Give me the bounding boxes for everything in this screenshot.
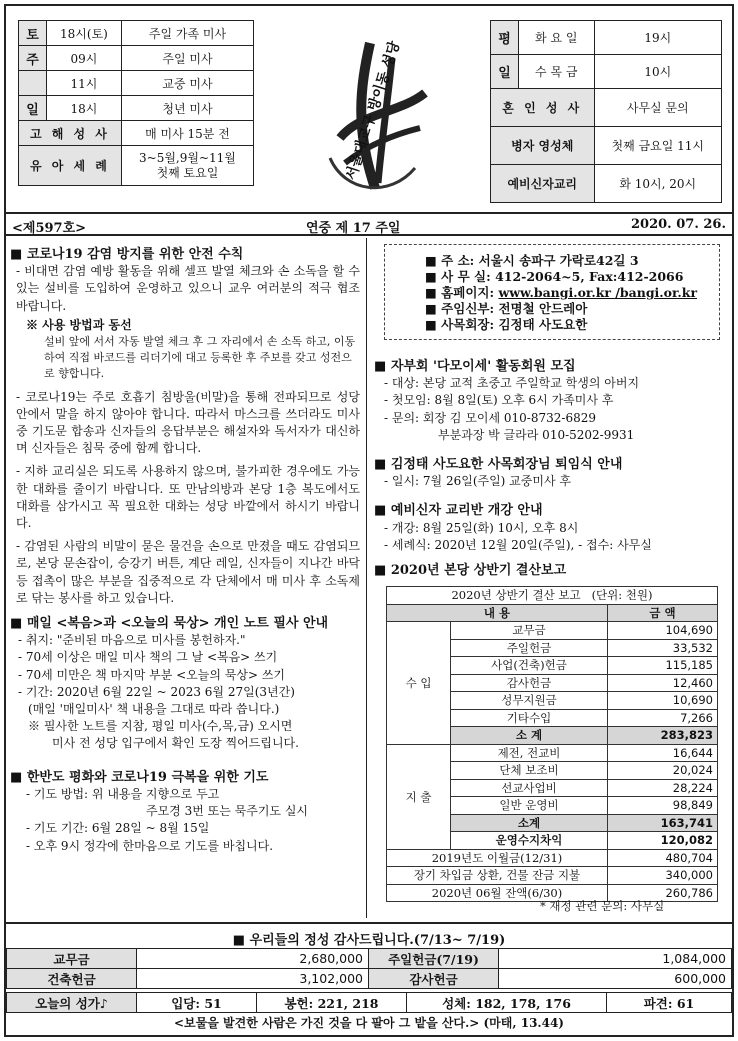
item-value: 20,024 [608,762,718,780]
section-fathers-club: ■ 자부회 '다모이세' 활동회원 모집 [374,359,576,374]
offering-label: 감사헌금 [369,969,499,989]
sick-value: 첫째 금요일 11시 [594,127,722,165]
section-title: 코로나19 감염 방지를 위한 안전 수칙 [26,247,244,262]
note-text: 설비 앞에 서서 자동 발열 체크 후 그 자리에서 손 소독 하고, 이동하여 직접 바코드를 리더기에 대고 등록한 후 주보를 갖고 성전으로 향합니다. [44,335,356,381]
line: (매일 '매일미사' 책 내용을 그대로 따라 씁니다.) [28,702,280,717]
line: - 오후 9시 정각에 한마음으로 기도를 바칩니다. [26,838,274,853]
item-name: 단체 보조비 [451,762,608,780]
item-name: 감사헌금 [451,674,608,692]
offerings-title: ■ 우리들의 정성 감사드립니다.(7/13~ 7/19) [6,922,732,948]
weekday-time: 10시 [594,55,722,89]
weekday-days: 수 목 금 [519,55,595,89]
paragraph: - 코로나19는 주로 호흡기 침방울(비말)을 통해 전파되므로 성당 안에서 말을 하지 않아야 합니다. 따라서 마스크를 쓰더라도 미사 중 기도문 합송과 신자들의 응답부분은 해설자와 독서자가 대신하며 신자들은 침묵 중에 함께 합니다. [16,389,360,456]
finance-note: * 재정 관련 문의: 사무실 [540,899,665,913]
item-name: 제전, 전교비 [451,744,608,762]
section-catechism: ■ 예비신자 교리반 개강 안내 [374,503,543,519]
item-value: 7,266 [608,709,718,727]
section-title: 김정태 사도요한 사목회장님 퇴임식 안내 [390,457,623,473]
label: 홈페이지: [441,285,495,300]
baptism-months: 3~5월,9월~11월 [139,150,236,165]
line: - 기도 방법: 위 내용을 지향으로 두고 [26,786,220,801]
baptism-day: 첫째 토요일 [156,165,219,180]
income-label: 수 입 [387,622,451,745]
baptism-label: 유 아 세 례 [19,146,122,186]
line: - 개강: 8월 25일(화) 10시, 오후 8시 [384,520,579,535]
mass-cell: 주일 가족 미사 [121,21,253,46]
wedding-label: 혼 인 성 사 [491,89,595,127]
item-value: 16,644 [608,744,718,762]
confession-label: 고 해 성 사 [19,121,122,146]
catechumen-value: 화 10시, 20시 [594,165,722,203]
offering-value: 600,000 [499,969,732,989]
logo-text: 서울대교구 방이동 성당 [343,39,404,183]
line: 부분과장 박 글라라 010-5202-9931 [438,427,635,442]
line: 주모경 3번 또는 묵주기도 실시 [146,804,308,819]
left-column [10,246,360,855]
mass-cell: 청년 미사 [121,96,253,121]
item-name: 선교사업비 [451,779,608,797]
liturgical-week: 연중 제 17 주일 [306,221,401,236]
carry-label: 2019년도 이월금(12/31) [387,849,608,867]
time-cell: 18시(토) [47,21,122,46]
parish-info-box [384,244,720,340]
line: ※ 필사한 노트를 지참, 평일 미사(수,목,금) 오시면 [28,719,293,734]
mass-cell: 교중 미사 [121,71,253,96]
office-row: ■ 사 무 실: 412-2064~5, Fax:412-2066 [425,269,684,284]
loan-value: 340,000 [608,867,718,885]
value: 서울시 송파구 가락로42길 3 [478,253,639,268]
mass-schedule-right [490,20,722,203]
item-name: 일반 운영비 [451,797,608,815]
baptism-value [121,146,253,186]
line: - 기도 기간: 6월 28일 ~ 8월 15일 [26,821,210,836]
line: 미사 전 성당 입구에서 확인 도장 찍어드립니다. [52,736,299,751]
label: 주 소: [441,253,475,268]
expense-label: 지 출 [387,744,451,849]
item-value: 10,690 [608,692,718,710]
hymn-entrance: 입당: 51 [137,993,257,1013]
section-gospel-notes: ■ 매일 <복음>과 <오늘의 묵상> 개인 노트 필사 안내 [10,616,329,632]
offering-label: 주일헌금(7/19) [369,949,499,969]
paragraph: - 지하 교리실은 되도록 사용하지 않으며, 불가피한 경우에도 가능한 대화를 줄이기 바랍니다. 또 만남의방과 본당 1층 복도에서도 대화를 삼가시고 꼭 필요한 대화는 성당 바깥에서 하시기 바랍니다. [16,464,360,531]
item-name: 교무금 [451,622,608,640]
section-title: 자부회 '다모이세' 활동회원 모집 [390,359,576,374]
scripture-quote: <보물을 발견한 사람은 가진 것을 다 팔아 그 밭을 산다.> (마태, 13.44) [174,1016,564,1030]
expense-total-label: 소계 [451,814,608,832]
time-cell: 18시 [47,96,122,121]
offering-label: 건축헌금 [7,969,137,989]
line: - 취지: "준비된 마음으로 미사를 봉헌하자." [18,633,246,648]
section-title: 한반도 평화와 코로나19 극복을 위한 기도 [26,769,269,785]
catechumen-label: 예비신자교리 [491,165,595,203]
weekday-label-2: 일 [491,55,519,89]
loan-label: 장기 차입금 상환, 건물 잔금 지불 [387,867,608,885]
offering-value: 1,084,000 [499,949,732,969]
carry-value: 480,704 [608,849,718,867]
weekday-label-1: 평 [491,21,519,55]
weekday-time: 19시 [594,21,722,55]
finance-caption-row [387,587,718,605]
section-prayer: ■ 한반도 평화와 코로나19 극복을 위한 기도 [10,769,269,785]
value: 전명철 안드레아 [498,301,588,316]
col-item: 내 용 [387,604,608,622]
finance-table [386,586,718,902]
mass-cell: 주일 미사 [121,46,253,71]
section-title: 2020년 본당 상반기 결산보고 [390,563,567,579]
section-retirement: ■ 김정태 사도요한 사목회장님 퇴임식 안내 [374,457,623,473]
offerings-table [6,948,732,989]
paragraph: - 감염된 사람의 비말이 묻은 물건을 손으로 만졌을 때도 감염되므로, 본당 문손잡이, 승강기 버튼, 계단 레일, 신자들이 지나간 바닥 등 접촉이 많은 부분을 집중적으로 각 단체에서 매 미사 후 소독제로 닦는 봉사를 하고 있습니다. [16,539,360,605]
section-finance: ■ 2020년 본당 상반기 결산보고 [374,563,567,579]
hymn-communion: 성체: 182, 178, 176 [407,993,607,1013]
pastor-row: ■ 주임신부: 전명철 안드레아 [425,301,588,316]
income-total: 283,823 [608,727,718,745]
item-value: 104,690 [608,622,718,640]
balance-label: 운영수지차익 [451,832,608,850]
issue-date: 2020. 07. 26. [631,217,726,232]
hymns-label: 오늘의 성가♪ [7,993,137,1013]
catechism-lines [374,520,728,554]
line: - 문의: 회장 김 모이세 010-8732-6829 [384,410,596,425]
line: - 일시: 7월 26일(주일) 교중미사 후 [384,474,571,489]
column-divider [366,238,367,918]
note-title: ※ 사용 방법과 동선 [26,317,132,332]
item-value: 98,849 [608,797,718,815]
label: 사 무 실: [441,269,491,284]
item-name: 사업(건축)헌금 [451,657,608,675]
gospel-lines [10,632,360,752]
website-link[interactable]: www.bangi.or.kr /bangi.or.kr [498,285,698,300]
item-name: 주일헌금 [451,639,608,657]
end-balance-label: 2020년 06월 잔액(6/30) [387,884,608,902]
paragraph: - 비대면 감염 예방 활동을 위해 셀프 발열 체크와 손 소독을 할 수 있는 설비를 도입하여 운영하고 있으니 교우 여러분의 적극 협조 바랍니다. [16,264,360,313]
offerings-title-text: 우리들의 정성 감사드립니다.(7/13~ 7/19) [249,933,506,948]
weekday-days: 화 요 일 [519,21,595,55]
balance-value: 120,082 [608,832,718,850]
label: 주임신부: [441,301,495,316]
section-covid-safety: ■ 코로나19 감염 방지를 위한 안전 수칙 [10,247,244,262]
chair-row: ■ 사목회장: 김정태 사도요한 [425,317,588,332]
line: - 70세 이상은 매일 미사 책의 그 날 <복음> 쓰기 [18,650,278,665]
value: 김정태 사도요한 [498,317,588,332]
item-value: 12,460 [608,674,718,692]
unit: (단위: 천원) [591,588,653,603]
expense-total: 163,741 [608,814,718,832]
caption: 2020년 상반기 결산 보고 [451,588,581,603]
parish-logo [300,18,450,208]
address-row: ■ 주 소: 서울시 송파구 가락로42길 3 [425,253,639,268]
col-amount: 금 액 [608,604,718,622]
item-name: 성무지원금 [451,692,608,710]
label: 사목회장: [441,317,495,332]
line: - 첫모임: 8월 8일(토) 오후 6시 가족미사 후 [384,393,614,408]
value: 412-2064~5, Fax:412-2066 [495,269,684,284]
offering-value: 3,102,000 [137,969,369,989]
income-total-label: 소 계 [451,727,608,745]
hymn-recessional: 파견: 61 [607,993,732,1013]
line: - 기간: 2020년 6월 22일 ~ 2023 6월 27일(3년간) [18,684,295,699]
time-cell: 09시 [47,46,122,71]
line: - 대상: 본당 교적 초중고 주일학교 학생의 아버지 [384,376,640,391]
section-title: 예비신자 교리반 개강 안내 [390,503,543,519]
item-value: 33,532 [608,639,718,657]
wedding-value: 사무실 문의 [594,89,722,127]
sick-label: 병자 영성체 [491,127,595,165]
fathers-lines [374,375,728,444]
prayer-lines [10,786,360,855]
mass-schedule-left [18,20,254,186]
item-value: 115,185 [608,657,718,675]
offering-label: 교무금 [7,949,137,969]
confession-value: 매 미사 15분 전 [121,121,253,146]
line: - 70세 미만은 책 마지막 부분 <오늘의 묵상> 쓰기 [18,667,286,682]
hymn-offertory: 봉헌: 221, 218 [257,993,407,1013]
right-column [374,358,728,579]
day-sun-3: 일 [19,96,47,121]
day-sat: 토 [19,21,47,46]
website-row: ■ 홈페이지: www.bangi.or.kr /bangi.or.kr [425,285,698,300]
hymns-table [6,992,732,1013]
item-value: 28,224 [608,779,718,797]
time-cell: 11시 [47,71,122,96]
offering-value: 2,680,000 [137,949,369,969]
item-name: 기타수입 [451,709,608,727]
day-sun-1: 주 [19,46,47,71]
issue-header [6,212,732,236]
section-title: 매일 <복음>과 <오늘의 묵상> 개인 노트 필사 안내 [26,616,329,632]
day-sun-2 [19,71,47,96]
issue-number: <제597호> [12,221,87,236]
end-balance-value: 260,786 [608,884,718,902]
line: - 세례식: 2020년 12월 20일(주일), - 접수: 사무실 [384,537,652,552]
